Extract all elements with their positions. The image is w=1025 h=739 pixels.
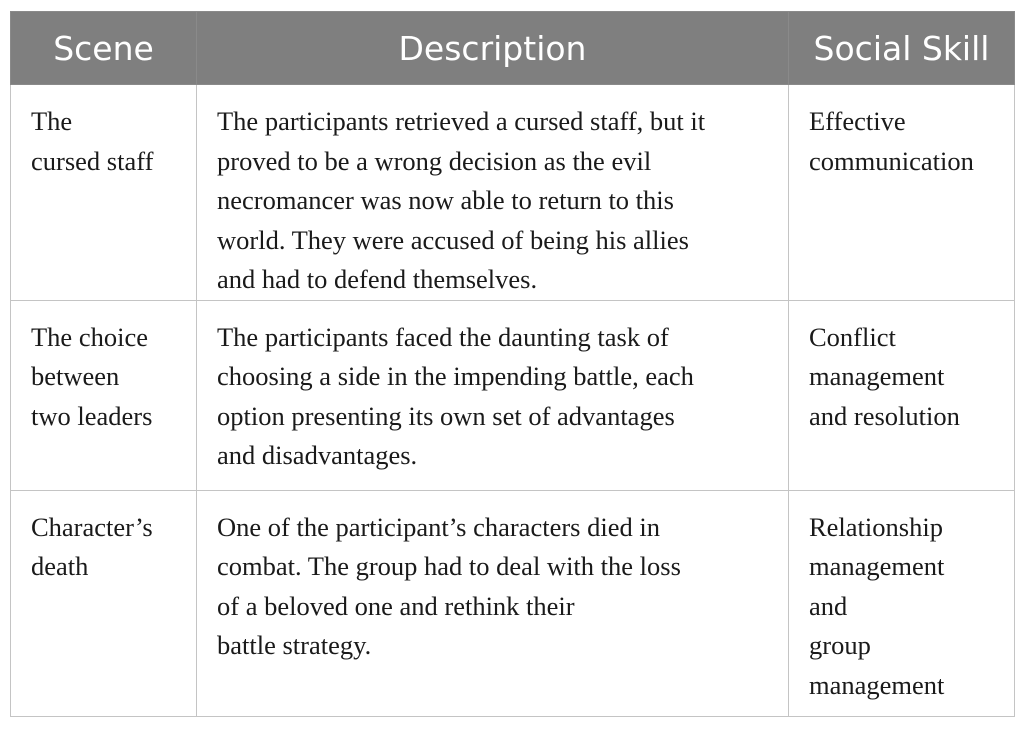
- table-header: [11, 12, 1015, 85]
- social-skill-cell: Effective communication: [789, 85, 1015, 301]
- header-social-skill: Social Skill: [789, 12, 1015, 85]
- description-cell: One of the participant’s characters died in combat. The group had to deal with the loss of a beloved one and rethink their battle strategy.: [197, 490, 789, 716]
- header-scene: Scene: [11, 12, 197, 85]
- social-skill-cell: Relationship management and group management: [789, 490, 1015, 716]
- table-body: [11, 85, 1015, 717]
- header-description: Description: [197, 12, 789, 85]
- social-skill-cell: Conflict management and resolution: [789, 300, 1015, 490]
- social-skills-table: [10, 11, 1015, 717]
- description-cell: The participants faced the daunting task of choosing a side in the impending battle, each option presenting its own set of advantages and disadvantages.: [197, 300, 789, 490]
- scene-cell: The cursed staff: [11, 85, 197, 301]
- table-row: [11, 85, 1015, 301]
- description-cell: The participants retrieved a cursed staff, but it proved to be a wrong decision as the evil necromancer was now able to return to this world. They were accused of being his allies and had to defend themselves.: [197, 85, 789, 301]
- header-row: [11, 12, 1015, 85]
- table-row: [11, 490, 1015, 716]
- scene-cell: Character’s death: [11, 490, 197, 716]
- table-row: [11, 300, 1015, 490]
- scene-cell: The choice between two leaders: [11, 300, 197, 490]
